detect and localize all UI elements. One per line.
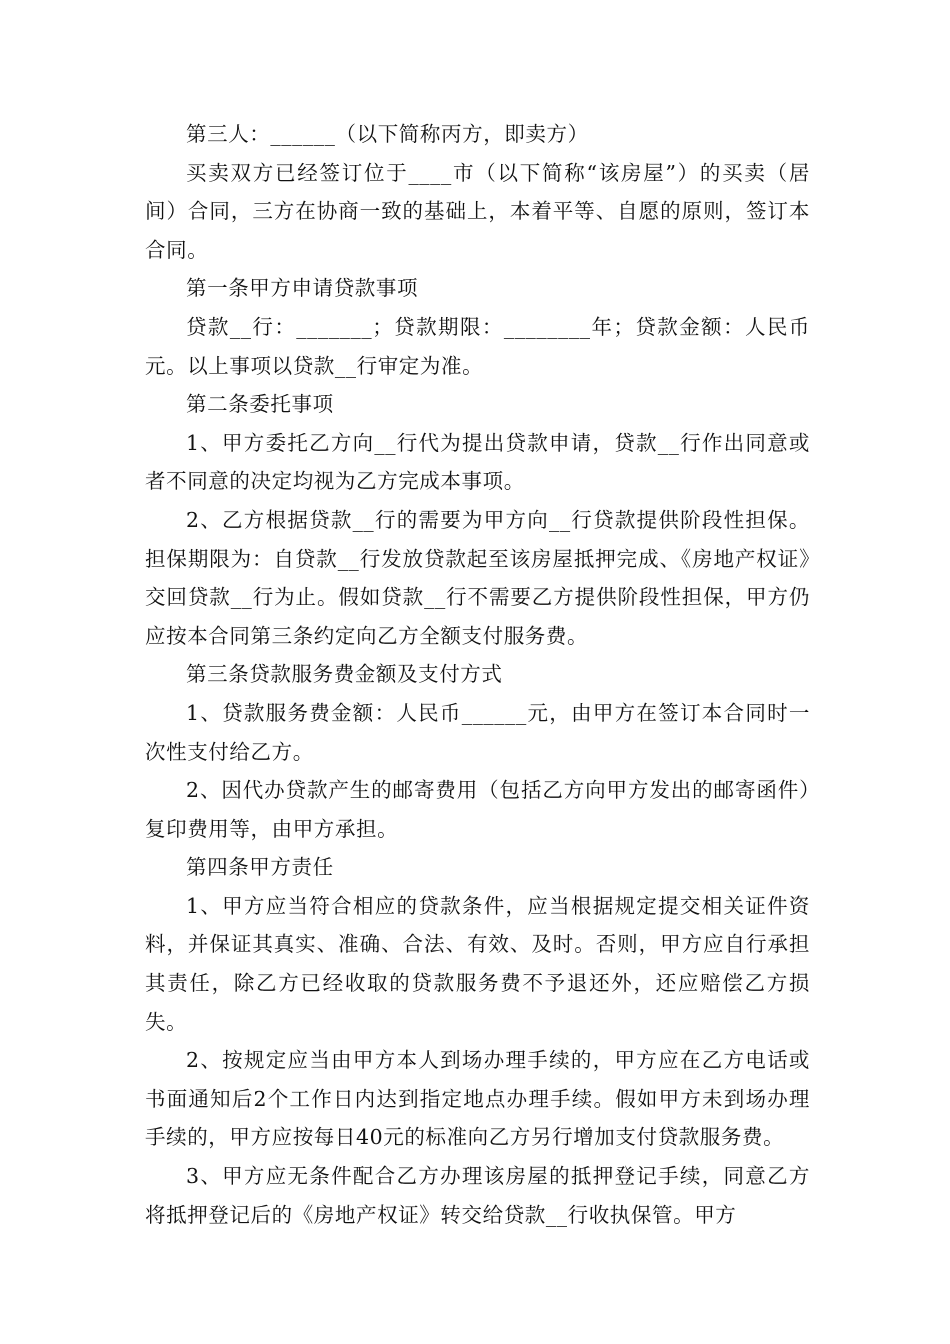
article-2-heading: 第二条委托事项 bbox=[186, 392, 334, 417]
article-4-item-3: 3、甲方应无条件配合乙方办理该房屋的抵押登记手续，同意乙方将抵押登记后的《房地产权证》转交给贷款__行收执保管。甲方 bbox=[145, 1164, 810, 1227]
article-1-heading: 第一条甲方申请贷款事项 bbox=[186, 276, 419, 301]
article-3-heading: 第三条贷款服务费金额及支付方式 bbox=[186, 662, 503, 687]
article-3-item-2: 2、因代办贷款产生的邮寄费用（包括乙方向甲方发出的邮寄函件）复印费用等，由甲方承担。 bbox=[145, 778, 810, 841]
preamble-paragraph: 买卖双方已经签订位于____市（以下简称“该房屋”）的买卖（居间）合同，三方在协商一致的基础上，本着平等、自愿的原则，签订本合同。 bbox=[145, 160, 810, 262]
third-party-line: 第三人：______（以下简称丙方，即卖方） bbox=[186, 122, 589, 146]
article-4-item-1: 1、甲方应当符合相应的贷款条件，应当根据规定提交相关证件资料，并保证其真实、准确、合法、有效、及时。否则，甲方应自行承担其责任，除乙方已经收取的贷款服务费不予退还外，还应赔偿乙方损失。 bbox=[145, 893, 810, 1034]
document-page bbox=[145, 115, 810, 1234]
article-1-body: 贷款__行：_______；贷款期限：________年；贷款金额：人民币元。以上事项以贷款__行审定为准。 bbox=[145, 314, 810, 378]
article-4-item-2: 2、按规定应当由甲方本人到场办理手续的，甲方应在乙方电话或书面通知后2个工作日内达到指定地点办理手续。假如甲方未到场办理手续的，甲方应按每日40元的标准向乙方另行增加支付贷款服务费。 bbox=[145, 1048, 810, 1150]
article-2-item-2: 2、乙方根据贷款__行的需要为甲方向__行贷款提供阶段性担保。担保期限为：自贷款__行发放贷款起至该房屋抵押完成、《房地产权证》交回贷款__行为止。假如贷款__行不需要乙方提供阶段性担保，甲方仍应按本合同第三条约定向乙方全额支付服务费。 bbox=[145, 507, 810, 648]
article-3-item-1: 1、贷款服务费金额：人民币______元，由甲方在签订本合同时一次性支付给乙方。 bbox=[145, 700, 810, 764]
article-4-heading: 第四条甲方责任 bbox=[186, 855, 334, 880]
article-2-item-1: 1、甲方委托乙方向__行代为提出贷款申请，贷款__行作出同意或者不同意的决定均视为乙方完成本事项。 bbox=[145, 430, 810, 494]
